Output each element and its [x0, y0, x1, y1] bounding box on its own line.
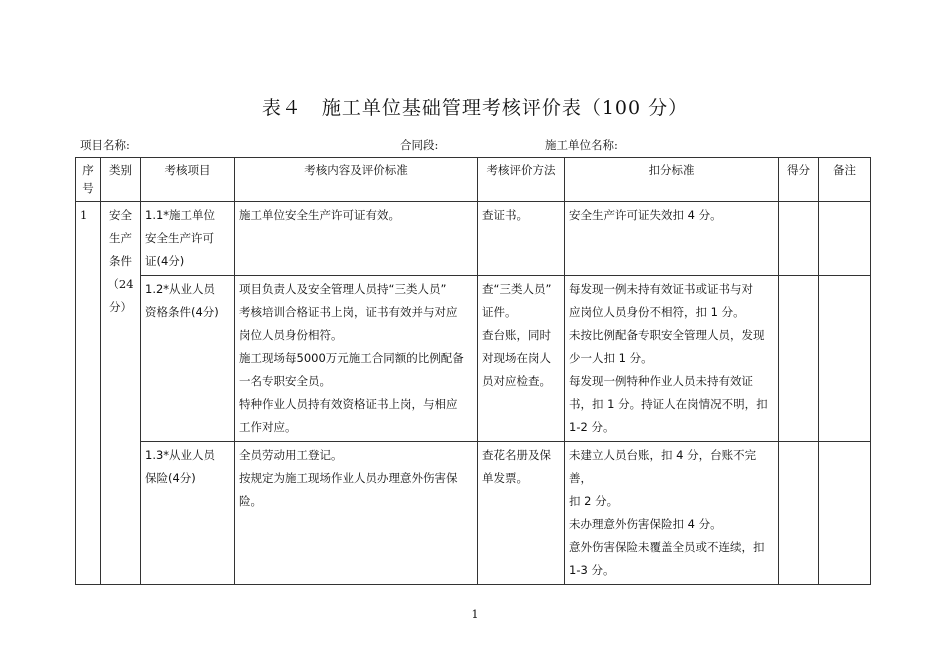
deduction-line: 安全生产许可证失效扣 4 分。: [569, 208, 722, 222]
header-score: 得分: [779, 158, 819, 202]
content-line: 施工单位安全生产许可证有效。: [239, 208, 400, 222]
deduction-line: 未建立人员台账，扣 4 分，台账不完善，: [569, 448, 757, 485]
method-line: 查“三类人员”: [482, 282, 552, 296]
item-cell: [141, 442, 235, 585]
page-number: 1: [471, 608, 479, 621]
evaluation-table: [75, 157, 871, 585]
deduction-cell: [565, 202, 779, 276]
table-row: [76, 202, 871, 276]
method-line: 对现场在岗人: [482, 351, 551, 365]
content-cell: [235, 276, 478, 442]
remark-cell[interactable]: [819, 276, 871, 442]
item-line: 安全生产许可: [145, 231, 214, 245]
content-line: 特种作业人员持有效资格证书上岗，与相应: [239, 397, 458, 411]
header-content: 考核内容及评价标准: [235, 158, 478, 202]
deduction-line: 少一人扣 1 分。: [569, 351, 653, 365]
method-line: 查台账，同时: [482, 328, 551, 342]
score-cell[interactable]: [779, 442, 819, 585]
score-cell[interactable]: [779, 276, 819, 442]
item-cell: [141, 202, 235, 276]
content-line: 按规定为施工现场作业人员办理意外伤害保: [239, 471, 458, 485]
deduction-line: 未办理意外伤害保险扣 4 分。: [569, 517, 722, 531]
category-line: 条件: [109, 254, 132, 268]
header-remark: 备注: [819, 158, 871, 202]
category-line: 安全: [109, 208, 132, 222]
item-line: 证(4分): [145, 254, 185, 268]
item-line: 保险(4分): [145, 471, 196, 485]
content-line: 一名专职安全员。: [239, 374, 331, 388]
project-name-label: 项目名称:: [80, 138, 130, 152]
deduction-line: 1-2 分。: [569, 420, 615, 434]
score-cell[interactable]: [779, 202, 819, 276]
deduction-line: 每发现一例特种作业人员未持有效证: [569, 374, 753, 388]
category-line: （24: [107, 277, 134, 291]
content-line: 工作对应。: [239, 420, 297, 434]
category-cell: [101, 202, 141, 585]
method-line: 查证书。: [482, 208, 528, 222]
header-category: 类别: [101, 158, 141, 202]
deduction-line: 书，扣 1 分。持证人在岗情况不明，扣: [569, 397, 768, 411]
content-line: 全员劳动用工登记。: [239, 448, 343, 462]
header-item: 考核项目: [141, 158, 235, 202]
content-line: 岗位人员身份相符。: [239, 328, 343, 342]
seq-cell: 1: [76, 202, 101, 585]
content-cell: [235, 442, 478, 585]
deduction-line: 扣 2 分。: [569, 494, 619, 508]
header-seq: 序号: [76, 158, 101, 202]
table-row: [76, 276, 871, 442]
deduction-line: 应岗位人员身份不相符，扣 1 分。: [569, 305, 745, 319]
content-line: 考核培训合格证书上岗，证书有效并与对应: [239, 305, 458, 319]
content-line: 施工现场每5000万元施工合同额的比例配备: [239, 351, 464, 365]
deduction-line: 意外伤害保险未覆盖全员或不连续，扣: [569, 540, 765, 554]
method-line: 员对应检查。: [482, 374, 551, 388]
deduction-cell: [565, 442, 779, 585]
header-row: [76, 158, 871, 202]
page-title: 表４ 施工单位基础管理考核评价表（100 分）: [261, 97, 689, 119]
deduction-line: 未按比例配备专职安全管理人员，发现: [569, 328, 765, 342]
method-line: 查花名册及保: [482, 448, 551, 462]
content-line: 项目负责人及安全管理人员持“三类人员”: [239, 282, 447, 296]
category-line: 分）: [109, 300, 132, 314]
category-line: 生产: [109, 231, 132, 245]
item-line: 资格条件(4分): [145, 305, 219, 319]
contract-section-label: 合同段:: [400, 138, 439, 152]
item-line: 1.3*从业人员: [145, 448, 216, 462]
constructor-name-label: 施工单位名称:: [545, 138, 618, 152]
method-line: 单发票。: [482, 471, 528, 485]
header-deduction: 扣分标准: [565, 158, 779, 202]
deduction-line: 每发现一例未持有效证书或证书与对: [569, 282, 753, 296]
method-cell: [478, 442, 565, 585]
item-cell: [141, 276, 235, 442]
content-cell: [235, 202, 478, 276]
remark-cell[interactable]: [819, 442, 871, 585]
method-cell: [478, 202, 565, 276]
remark-cell[interactable]: [819, 202, 871, 276]
method-cell: [478, 276, 565, 442]
content-line: 险。: [239, 494, 262, 508]
deduction-cell: [565, 276, 779, 442]
header-method: 考核评价方法: [478, 158, 565, 202]
table-row: [76, 442, 871, 585]
item-line: 1.2*从业人员: [145, 282, 216, 296]
deduction-line: 1-3 分。: [569, 563, 615, 577]
method-line: 证件。: [482, 305, 517, 319]
item-line: 1.1*施工单位: [145, 208, 216, 222]
